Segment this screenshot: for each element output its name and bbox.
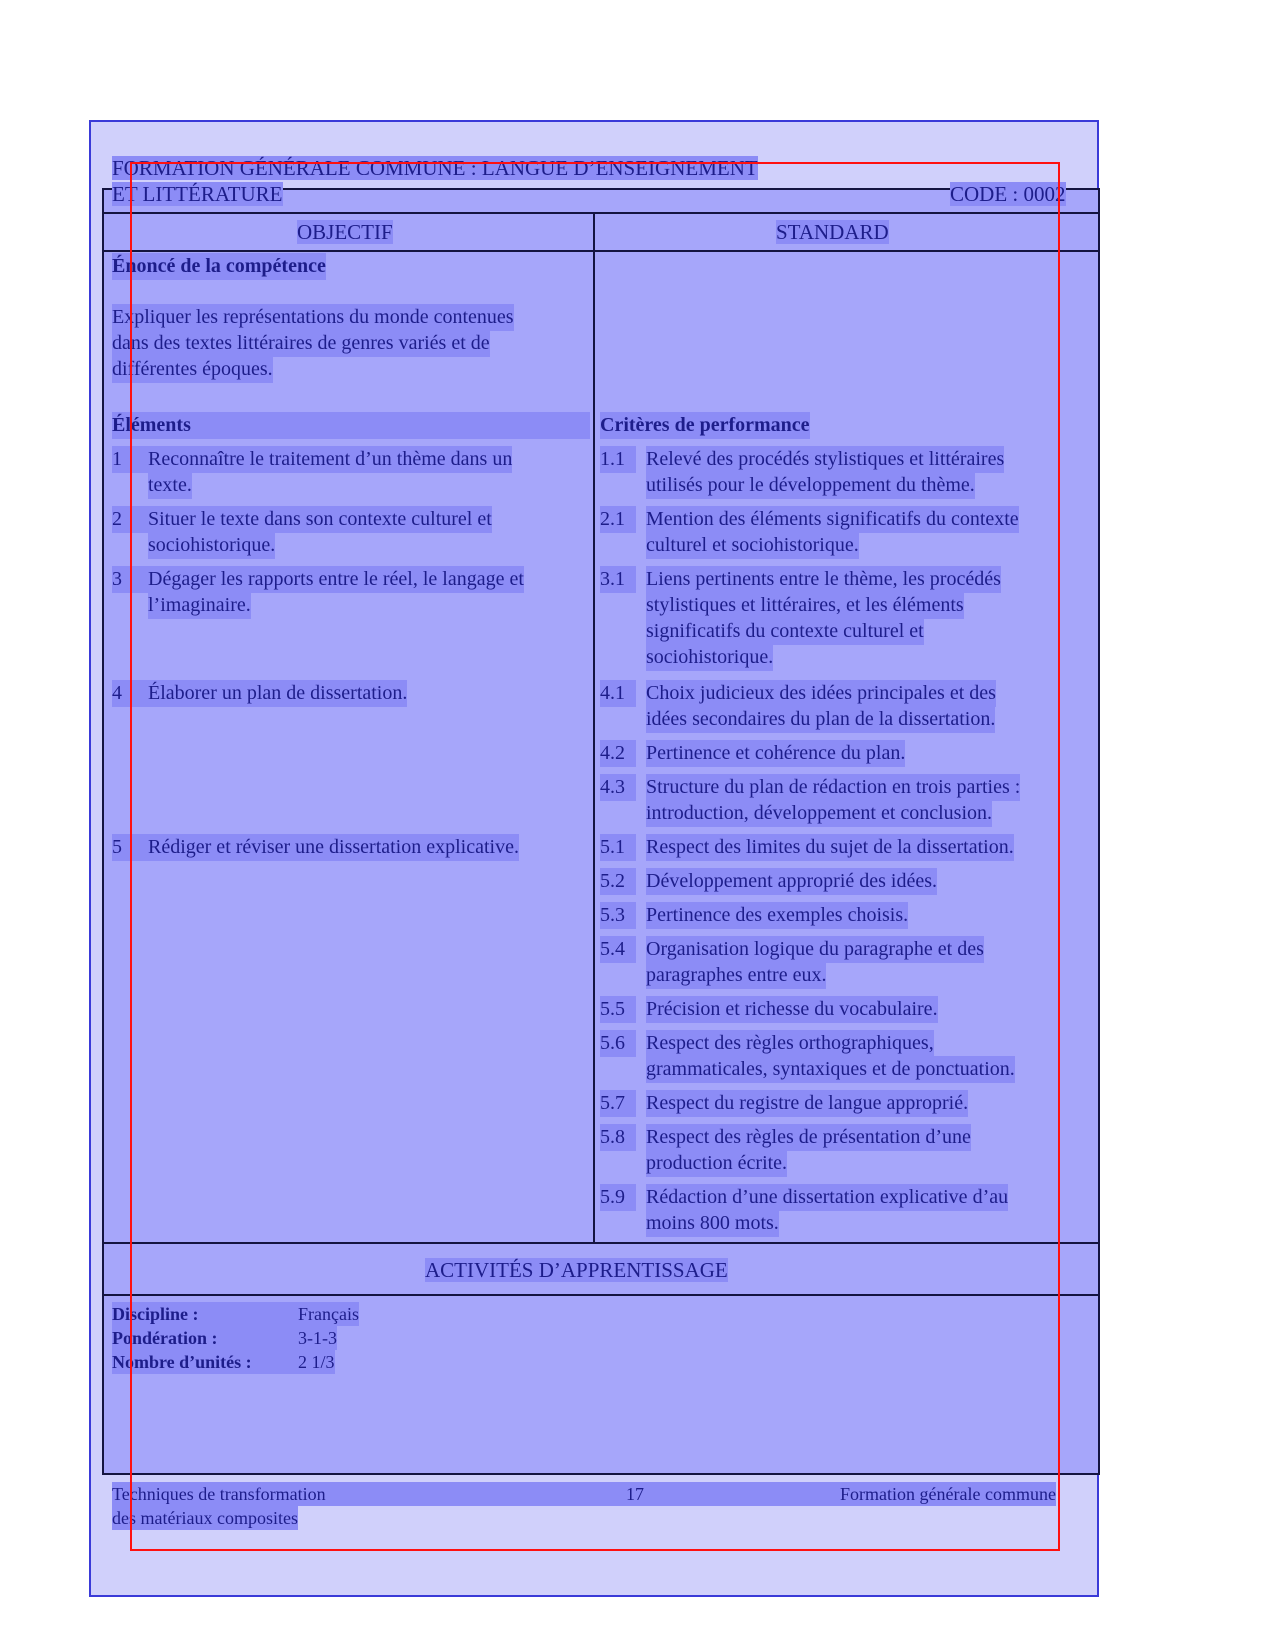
column-header-standard: STANDARD [776,220,889,244]
criterion-text-line: Mention des éléments significatifs du contexte [646,506,1019,533]
column-header-objectif: OBJECTIF [297,220,393,244]
header-code: CODE : 0002 [950,182,1066,206]
criterion-text-line: Relevé des procédés stylistiques et littéraires [646,446,1004,473]
footer-page-number: 17 [626,1482,840,1506]
criteria-heading: Critères de performance [600,412,810,439]
criterion-number: 5.4 [600,936,636,963]
criterion-text-line: stylistiques et littéraires, et les éléments [646,592,964,619]
competence-text-line: différentes époques. [112,356,273,383]
criterion-text-line: Respect du registre de langue approprié. [646,1090,968,1117]
criterion-text-line: moins 800 mots. [646,1210,779,1237]
criterion-text-line: grammaticales, syntaxiques et de ponctuation. [646,1056,1015,1083]
criterion-number: 1.1 [600,446,636,473]
elements-heading: Éléments [112,412,590,439]
criterion-number: 5.7 [600,1090,636,1117]
criterion-text-line: Respect des règles orthographiques, [646,1030,934,1057]
criterion-text-line: utilisés pour le développement du thème. [646,472,975,499]
criterion-text-line: Respect des limites du sujet de la dissertation. [646,834,1014,861]
criterion-text-line: Rédaction d’une dissertation explicative d’au [646,1184,1008,1211]
criterion-text-line: production écrite. [646,1150,787,1177]
criterion-number: 4.2 [600,740,636,767]
criterion-number: 3.1 [600,566,636,593]
column-divider [593,212,595,1243]
competence-text-line: dans des textes littéraires de genres variés et de [112,330,490,357]
footer-left-line2: des matériaux composites [112,1508,298,1528]
criterion-text-line: culturel et sociohistorique. [646,532,859,559]
criterion-number: 5.3 [600,902,636,929]
rule-activities-top [102,1242,1100,1244]
activities-title: ACTIVITÉS D’APPRENTISSAGE [425,1258,728,1282]
criterion-number: 4.1 [600,680,636,707]
criterion-number: 4.3 [600,774,636,801]
unites-value: 2 1/3 [298,1352,335,1372]
discipline-label: Discipline : [112,1302,298,1326]
criterion-text-line: Structure du plan de rédaction en trois parties : [646,774,1020,801]
element-text-line: l’imaginaire. [148,592,251,619]
footer-right: Formation générale commune [840,1484,1056,1504]
element-text-line: Rédiger et réviser une dissertation explicative. [148,834,519,861]
header-title-line1: FORMATION GÉNÉRALE COMMUNE : LANGUE D’ENSEIGNEMENT [112,156,758,180]
competence-text-line: Expliquer les représentations du monde contenues [112,304,514,331]
criterion-text-line: Choix judicieux des idées principales et des [646,680,996,707]
criterion-text-line: Organisation logique du paragraphe et des [646,936,984,963]
criterion-number: 5.1 [600,834,636,861]
criterion-text-line: Respect des règles de présentation d’une [646,1124,971,1151]
criterion-number: 5.8 [600,1124,636,1151]
discipline-value: Français [298,1304,359,1324]
rule-header-bottom [102,250,1100,252]
element-text-line: Reconnaître le traitement d’un thème dans un [148,446,512,473]
element-number: 5 [112,834,148,861]
element-text-line: texte. [148,472,192,499]
criterion-number: 2.1 [600,506,636,533]
criterion-text-line: Précision et richesse du vocabulaire. [646,996,938,1023]
header-title-line2: ET LITTÉRATURE [112,182,283,206]
criterion-number: 5.2 [600,868,636,895]
element-text-line: Élaborer un plan de dissertation. [148,680,407,707]
element-text-line: sociohistorique. [148,532,275,559]
rule-header-top [102,212,1100,214]
criterion-text-line: Développement approprié des idées. [646,868,937,895]
criterion-text-line: Pertinence des exemples choisis. [646,902,908,929]
rule-activities-bottom [102,1294,1100,1296]
criterion-text-line: Pertinence et cohérence du plan. [646,740,905,767]
ponderation-value: 3-1-3 [298,1328,337,1348]
criterion-text-line: Liens pertinents entre le thème, les procédés [646,566,1001,593]
criterion-text-line: sociohistorique. [646,644,773,671]
criterion-number: 5.5 [600,996,636,1023]
criterion-number: 5.6 [600,1030,636,1057]
element-text-line: Dégager les rapports entre le réel, le langage et [148,566,524,593]
criterion-text-line: significatifs du contexte culturel et [646,618,924,645]
unites-label: Nombre d’unités : [112,1350,298,1374]
element-number: 3 [112,566,148,593]
criterion-text-line: introduction, développement et conclusion. [646,800,992,827]
criterion-text-line: paragraphes entre eux. [646,962,826,989]
competence-heading: Énoncé de la compétence [112,253,326,280]
footer-left-line1: Techniques de transformation [112,1482,632,1506]
criterion-number: 5.9 [600,1184,636,1211]
element-number: 1 [112,446,148,473]
element-number: 2 [112,506,148,533]
element-text-line: Situer le texte dans son contexte culturel et [148,506,492,533]
element-number: 4 [112,680,148,707]
ponderation-label: Pondération : [112,1326,298,1350]
criterion-text-line: idées secondaires du plan de la dissertation. [646,706,995,733]
